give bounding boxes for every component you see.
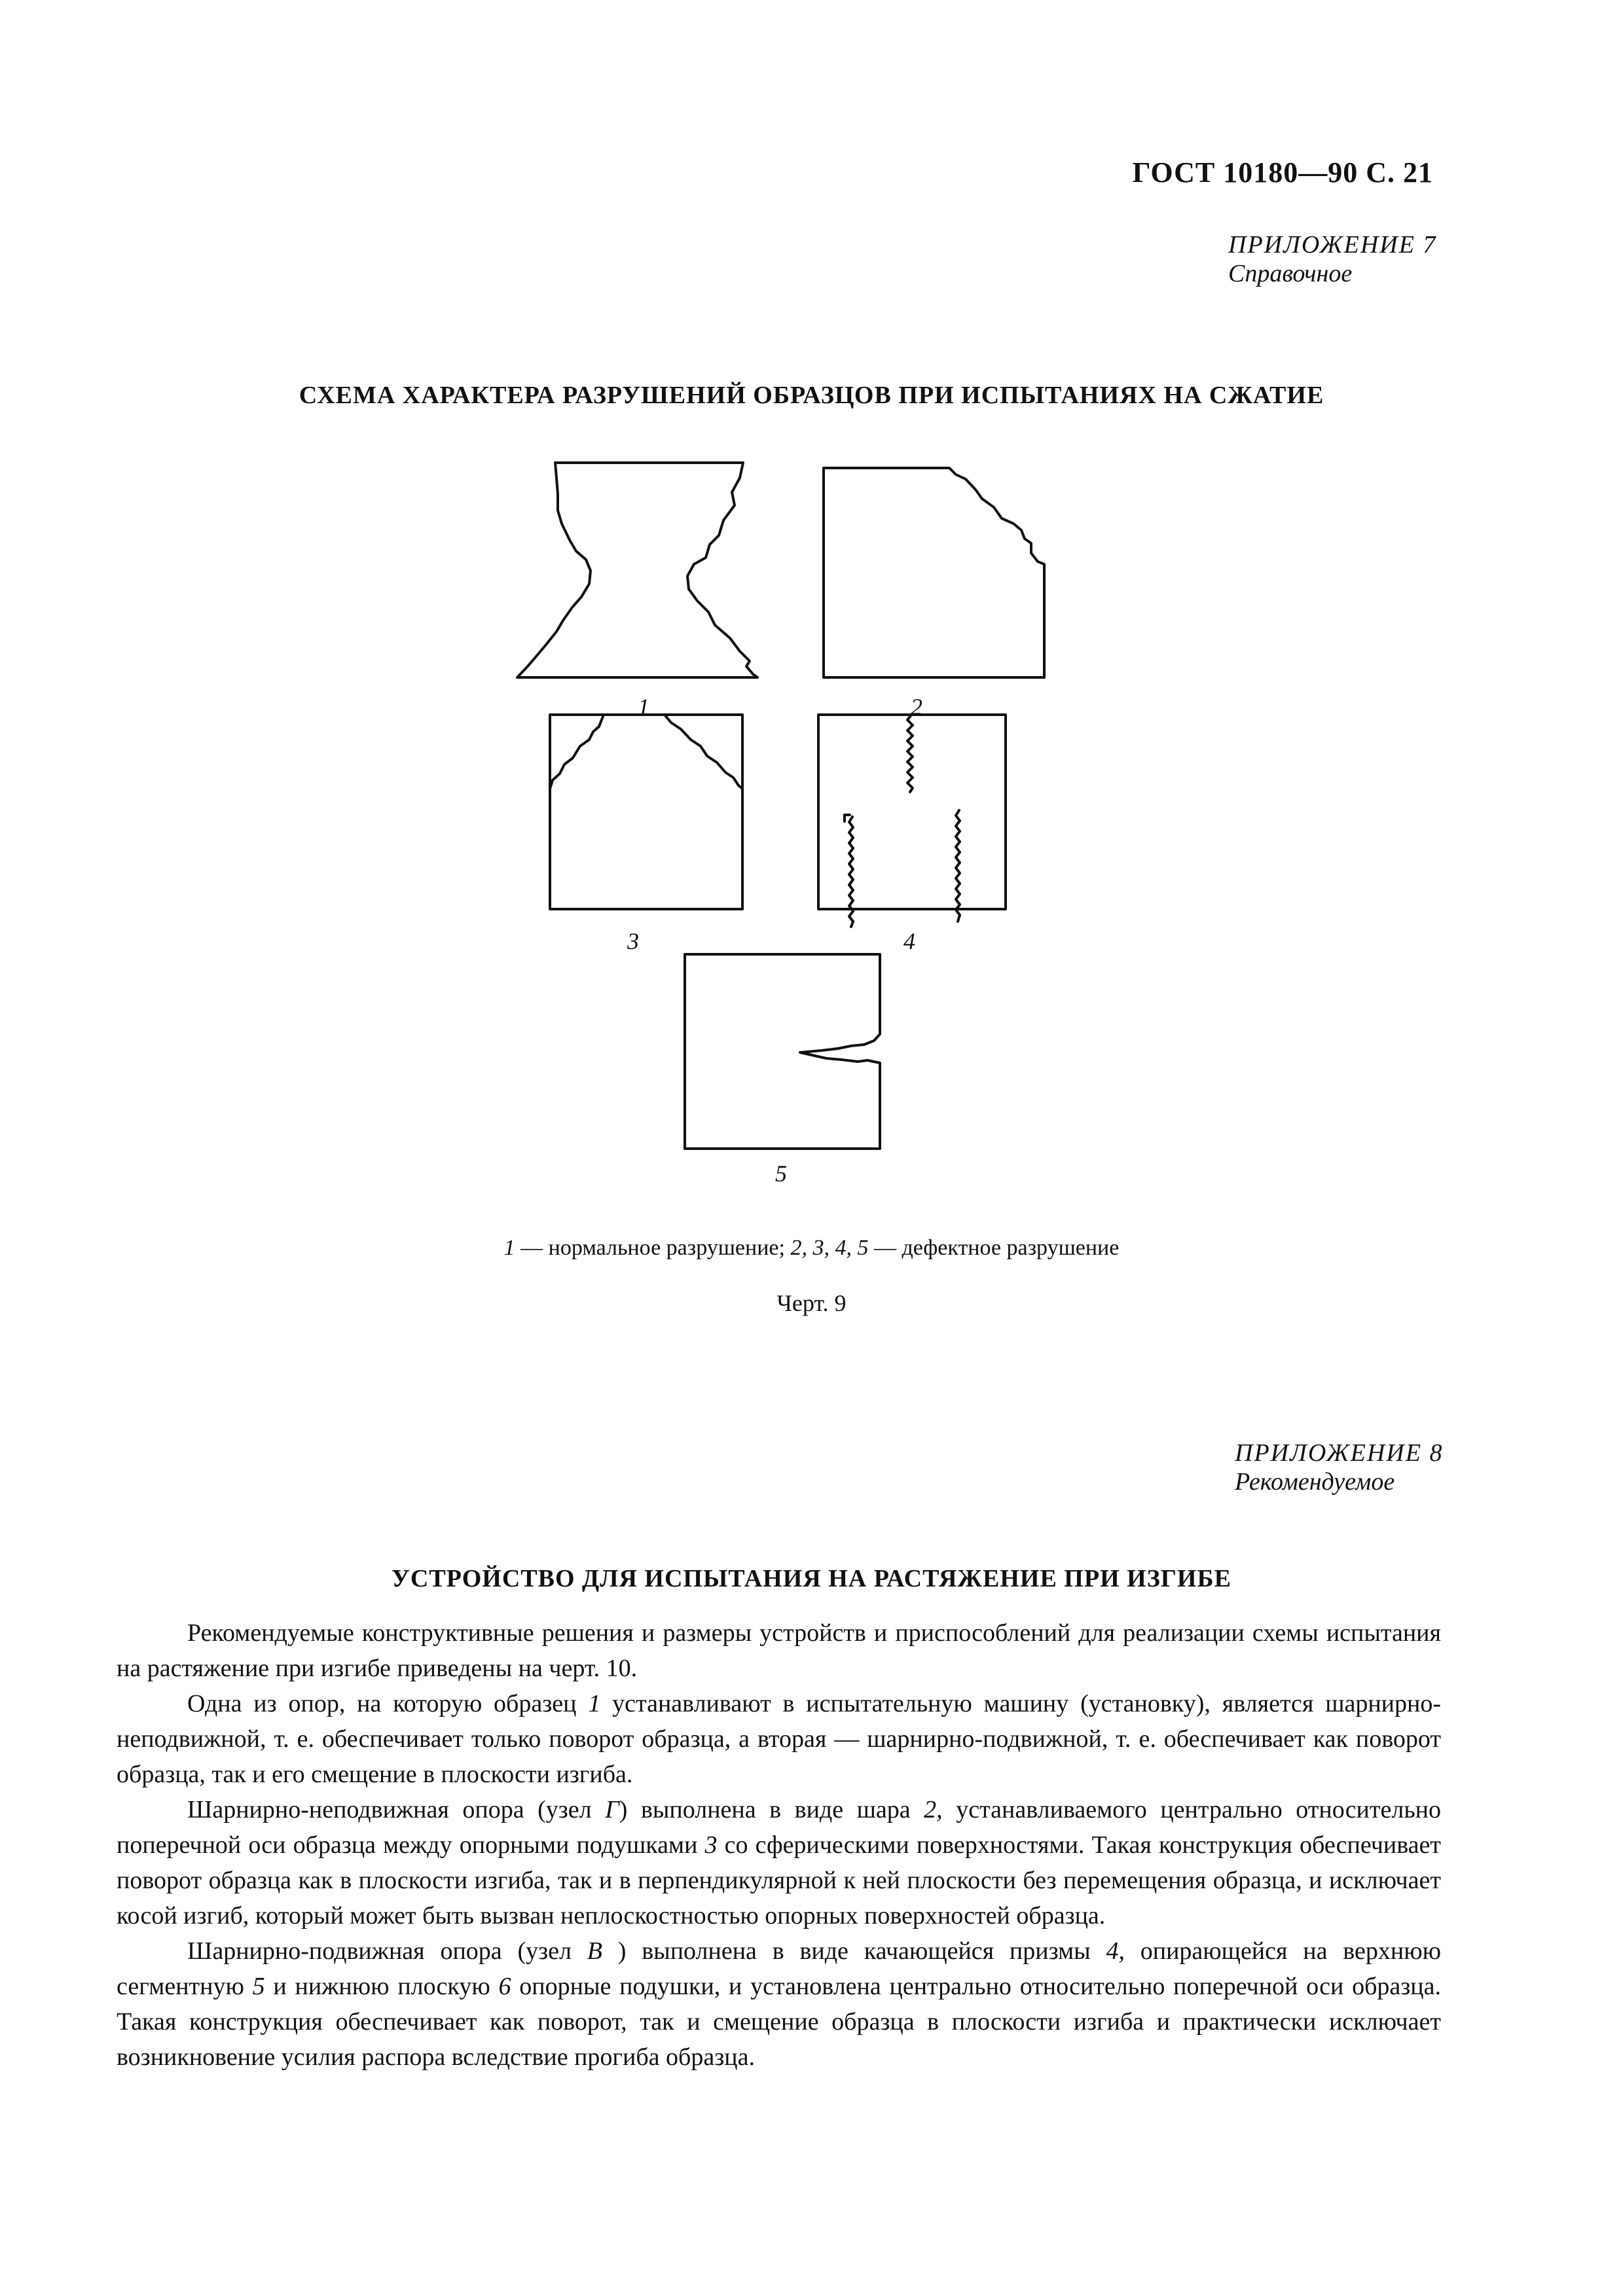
- specimen-4-crack-right: [956, 810, 960, 922]
- p4-ref-5: 5: [252, 1973, 265, 2000]
- p2-text-a: Одна из опор, на которую образец: [187, 1690, 589, 1717]
- figure-caption: Черт. 9: [776, 1290, 847, 1316]
- specimen-1-normal-fracture: [517, 463, 757, 677]
- p3-text-b: ) выполнена в виде шара: [619, 1796, 924, 1823]
- label-4: 4: [903, 928, 915, 954]
- p4-ref-node: В: [587, 1937, 602, 1965]
- specimen-2-defective-fracture: [824, 468, 1044, 677]
- p4-text-e: опорные подушки, и установлена центрально относительно поперечной оси образца. Такая конструкция обеспечивает как поворот, так и смещение образца в плоскости изгиба и практически исключает возникновение усилия распора вследствие прогиба образца.: [117, 1973, 1441, 2071]
- legend-normal-text: — нормальное разрушение;: [515, 1236, 791, 1260]
- appendix-7-status: Справочное: [1228, 260, 1353, 287]
- p4-text-d: и нижнюю плоскую: [264, 1973, 499, 2000]
- p3-ref-node: Г: [605, 1796, 619, 1823]
- page-header: ГОСТ 10180—90 С. 21: [1132, 156, 1433, 188]
- p4-text-a: Шарнирно-подвижная опора (узел: [187, 1937, 587, 1965]
- figure-legend: [0, 1236, 1623, 1261]
- legend-defect-text: — дефектное разрушение: [868, 1236, 1120, 1260]
- p4-text-c: опирающейся на верхнюю сегментную: [117, 1937, 1441, 2000]
- specimen-3-crack-left: [550, 715, 604, 789]
- p2-ref-1: 1: [588, 1690, 601, 1717]
- specimen-3-defective-fracture: [550, 715, 742, 909]
- p2-text-b: устанавливают в испытательную машину (установку), является шарнирно-неподвижной, т. е. обеспечивает только поворот образца, а вторая — шарнирно-подвижной, т. е. обеспечивает как поворот образца, так и его смещение в плоскости изгиба.: [117, 1690, 1441, 1788]
- p3-text-c: устанавливаемого центрально относительно поперечной оси образца между опорными подушками: [117, 1796, 1441, 1859]
- appendix-8-block: [1235, 1439, 1443, 1496]
- paragraph-3: [117, 1792, 1441, 1933]
- figure-title: СХЕМА ХАРАКТЕРА РАЗРУШЕНИЙ ОБРАЗЦОВ ПРИ ИСПЫТАНИЯХ НА СЖАТИЕ: [299, 382, 1324, 409]
- legend-defect-numbers: 2, 3, 4, 5: [790, 1236, 869, 1260]
- paragraph-1: Рекомендуемые конструктивные решения и размеры устройств и приспособлений для реализации схемы испытания на растяжение при изгибе приведены на черт. 10.: [117, 1619, 1441, 1682]
- appendix-8-status: Рекомендуемое: [1235, 1468, 1395, 1496]
- appendix-8-title: ПРИЛОЖЕНИЕ 8: [1235, 1439, 1444, 1467]
- label-2: 2: [911, 694, 922, 720]
- p3-ref-3: 3: [704, 1831, 718, 1859]
- appendix-7-title: ПРИЛОЖЕНИЕ 7: [1228, 231, 1437, 259]
- label-5: 5: [775, 1160, 787, 1187]
- p4-ref-4: 4,: [1106, 1937, 1125, 1965]
- label-1: 1: [638, 694, 649, 720]
- p4-ref-6: 6: [498, 1973, 511, 2000]
- legend-normal-number: 1: [503, 1236, 515, 1260]
- paragraph-2: [117, 1686, 1441, 1792]
- specimen-3-crack-right: [665, 715, 742, 789]
- specimen-5-defective-fracture: [685, 954, 880, 1149]
- p4-text-b: ) выполнена в виде качающейся призмы: [602, 1937, 1106, 1965]
- label-3: 3: [627, 928, 639, 954]
- p3-ref-2: 2,: [924, 1796, 943, 1823]
- section-title: УСТРОЙСТВО ДЛЯ ИСПЫТАНИЯ НА РАСТЯЖЕНИЕ ПРИ ИЗГИБЕ: [392, 1565, 1231, 1592]
- paragraph-4: [117, 1933, 1441, 2075]
- specimen-4-crack-top: [907, 715, 913, 792]
- body-text: [117, 1615, 1441, 2075]
- p3-text-a: Шарнирно-неподвижная опора (узел: [187, 1796, 606, 1823]
- p3-text-d: со сферическими поверхностями. Такая конструкция обеспечивает поворот образца как в плоскости изгиба, так и в перпендикулярной к ней плоскости без перемещения образца, и исключает косой изгиб, который может быть вызван неплоскостностью опорных поверхностей образца.: [117, 1831, 1441, 1929]
